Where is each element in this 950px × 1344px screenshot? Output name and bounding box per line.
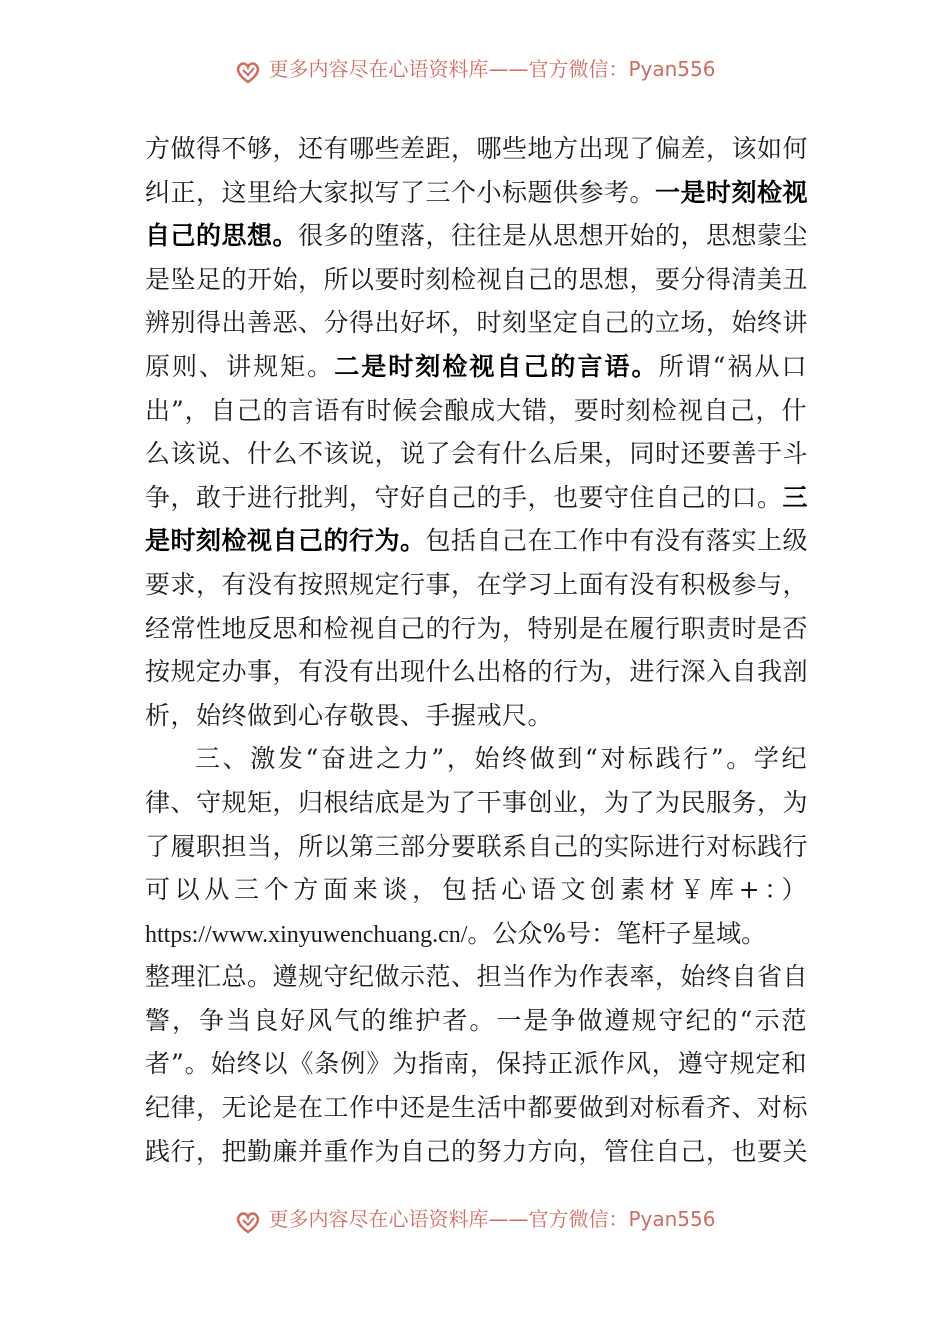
text-line: 整理汇总。遵规守纪做示范、担当作为作表率，始终自省自: [145, 962, 809, 992]
text-line: 可以从三个方面来谈，包括心语文创素材￥库+：）: [145, 875, 807, 905]
text-line: 律、守规矩，归根结底是为了干事创业，为了为民服务，为: [145, 787, 809, 817]
text-line: 者”。始终以《条例》为指南，保持正派作风，遵守规定和: [145, 1049, 807, 1079]
text-line: 析，始终做到心存敬畏、手握戒尺。: [145, 700, 554, 730]
section-heading-line: 三、激发“奋进之力”，始终做到“对标践行”。学纪: [195, 744, 807, 774]
text-line: 是时刻检视自己的行为。包括自己在工作中有没有落实上级: [145, 526, 809, 556]
text-line: 按规定办事，有没有出现什么出格的行为，进行深入自我剖: [145, 657, 809, 687]
watermark-text: 更多内容尽在心语资料库——官方微信：Pyan556: [268, 1206, 716, 1231]
bold-heading: 自己的思想。: [145, 221, 299, 251]
bold-heading: 三: [782, 482, 809, 512]
header-watermark: [0, 54, 950, 90]
text-line: 纪律，无论是在工作中还是生活中都要做到对标看齐、对标: [145, 1093, 809, 1123]
text-line: 经常性地反思和检视自己的行为，特别是在履行职责时是否: [145, 613, 809, 643]
text-line: 践行，把勤廉并重作为自己的努力方向，管住自己，也要关: [145, 1136, 809, 1166]
text-line: 出”，自己的言语有时候会酿成大错，要时刻检视自己，什: [145, 395, 807, 425]
text-line: 方做得不够，还有哪些差距，哪些地方出现了偏差，该如何: [145, 134, 809, 163]
heart-logo-icon: [234, 1208, 262, 1236]
text-line: 么该说、什么不该说，说了会有什么后果，同时还要善于斗: [145, 439, 809, 469]
text-line: https://www.xinyuwenchuang.cn/。公众%号：笔杆子星域。: [145, 918, 767, 948]
text-line: 纠正，这里给大家拟写了三个小标题供参考。一是时刻检视: [145, 177, 809, 207]
text-line: 警，争当良好风气的维护者。一是争做遵规守纪的“示范: [145, 1005, 807, 1035]
bold-heading: 二是时刻检视自己的言语。: [334, 351, 659, 381]
bold-heading: 一是时刻检视: [655, 177, 809, 207]
bold-heading: 是时刻检视自己的行为。: [145, 526, 426, 556]
text-line: 自己的思想。很多的堕落，往往是从思想开始的，思想蒙尘: [145, 221, 809, 251]
text-line: 争，敢于进行批判，守好自己的手，也要守住自己的口。三: [145, 482, 809, 512]
text-line: 要求，有没有按照规定行事，在学习上面有没有积极参与，: [145, 569, 809, 599]
footer-watermark: [0, 1204, 950, 1240]
text-line: 是坠足的开始，所以要时刻检视自己的思想，要分得清美丑: [145, 264, 809, 294]
paragraph-section-three: [145, 737, 807, 1173]
website-url: https://www.xinyuwenchuang.cn/: [145, 921, 468, 948]
text-line: 了履职担当，所以第三部分要联系自己的实际进行对标践行: [145, 831, 809, 861]
document-body: [145, 127, 807, 1173]
text-line: 辨别得出善恶、分得出好坏，时刻坚定自己的立场，始终讲: [145, 308, 809, 338]
paragraph-self-examination: [145, 127, 807, 737]
heart-logo-icon: [234, 58, 262, 86]
watermark-text: 更多内容尽在心语资料库——官方微信：Pyan556: [268, 56, 716, 81]
text-line: 原则、讲规矩。二是时刻检视自己的言语。所谓“祸从口: [145, 351, 807, 381]
